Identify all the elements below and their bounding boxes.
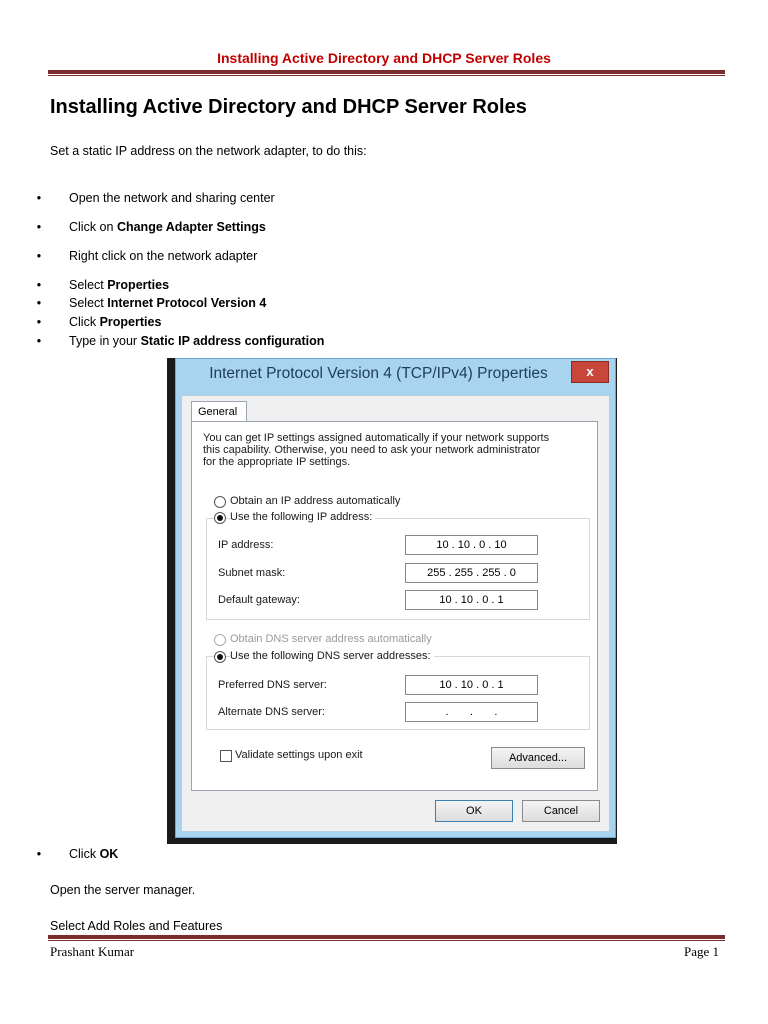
use-following-ip-radio[interactable] xyxy=(214,512,226,524)
bullet-icon: • xyxy=(36,847,42,861)
subnet-mask-label: Subnet mask: xyxy=(218,567,286,579)
info-line-2: this capability. Otherwise, you need to ask your network administrator xyxy=(203,444,541,456)
bullet-icon: • xyxy=(36,278,42,292)
list-item-bold: Properties xyxy=(107,278,170,292)
obtain-dns-auto-label: Obtain DNS server address automatically xyxy=(230,633,432,645)
bullet-icon: • xyxy=(36,315,42,329)
list-item-bold: Change Adapter Settings xyxy=(116,220,266,234)
use-following-dns-radio[interactable] xyxy=(214,651,226,663)
list-item-text: Click on xyxy=(69,220,117,234)
paragraph: Open the server manager. xyxy=(50,883,196,897)
list-item-text: Select xyxy=(69,278,108,292)
validate-label: Validate settings upon exit xyxy=(235,749,363,761)
cancel-button[interactable]: Cancel xyxy=(522,800,600,822)
list-item-bold: Properties xyxy=(99,315,162,329)
header-rule xyxy=(48,70,725,74)
header-rule-thin xyxy=(48,75,725,76)
page-heading: Installing Active Directory and DHCP Server Roles xyxy=(50,96,527,118)
use-following-dns-label: Use the following DNS server addresses: xyxy=(230,650,434,662)
bullet-icon: • xyxy=(36,220,42,234)
list-item-text: Right click on the network adapter xyxy=(69,249,258,263)
default-gateway-label: Default gateway: xyxy=(218,594,300,606)
info-line-3: for the appropriate IP settings. xyxy=(203,456,351,468)
alternate-dns-label: Alternate DNS server: xyxy=(218,706,325,718)
ipv4-properties-dialog xyxy=(175,358,616,838)
obtain-ip-auto-radio[interactable] xyxy=(214,496,226,508)
preferred-dns-label: Preferred DNS server: xyxy=(218,679,327,691)
close-button[interactable]: x xyxy=(571,361,609,383)
bullet-icon: • xyxy=(36,191,42,205)
bullet-icon: • xyxy=(36,334,42,348)
list-item-text: Click xyxy=(69,315,100,329)
list-item-bold: OK xyxy=(99,847,119,861)
obtain-dns-auto-radio[interactable] xyxy=(214,634,226,646)
paragraph: Select Add Roles and Features xyxy=(50,919,223,933)
bullet-icon: • xyxy=(36,296,42,310)
list-item-text: Select xyxy=(69,296,108,310)
obtain-ip-auto-label: Obtain an IP address automatically xyxy=(230,495,401,507)
default-gateway-field[interactable]: 10 . 10 . 0 . 1 xyxy=(405,590,538,610)
preferred-dns-field[interactable]: 10 . 10 . 0 . 1 xyxy=(405,675,538,695)
dialog-screenshot xyxy=(167,358,617,844)
footer-author: Prashant Kumar xyxy=(50,944,135,959)
info-line-1: You can get IP settings assigned automatically if your network supports xyxy=(203,432,550,444)
advanced-button[interactable]: Advanced... xyxy=(491,747,585,769)
footer-rule-thin xyxy=(48,940,725,941)
list-item-text: Type in your xyxy=(69,334,141,348)
list-item-text: Click xyxy=(69,847,100,861)
list-item-bold: Internet Protocol Version 4 xyxy=(107,296,267,310)
running-header: Installing Active Directory and DHCP Server Roles xyxy=(217,50,551,66)
bullet-icon: • xyxy=(36,249,42,263)
intro-text: Set a static IP address on the network adapter, to do this: xyxy=(50,144,367,158)
tab-general[interactable]: General xyxy=(191,401,247,421)
dialog-body xyxy=(181,395,610,832)
subnet-mask-field[interactable]: 255 . 255 . 255 . 0 xyxy=(405,563,538,583)
footer-rule xyxy=(48,935,725,939)
validate-checkbox[interactable] xyxy=(220,750,232,762)
use-following-ip-label: Use the following IP address: xyxy=(230,511,375,523)
general-panel xyxy=(191,421,598,791)
list-item-text: Open the network and sharing center xyxy=(69,191,275,205)
alternate-dns-field[interactable]: . . . xyxy=(405,702,538,722)
ip-address-field[interactable]: 10 . 10 . 0 . 10 xyxy=(405,535,538,555)
ip-address-label: IP address: xyxy=(218,539,274,551)
footer-page-number: Page 1 xyxy=(684,944,720,959)
ok-button[interactable]: OK xyxy=(435,800,513,822)
dialog-title: Internet Protocol Version 4 (TCP/IPv4) Properties xyxy=(209,365,548,382)
list-item-bold: Static IP address configuration xyxy=(140,334,325,348)
